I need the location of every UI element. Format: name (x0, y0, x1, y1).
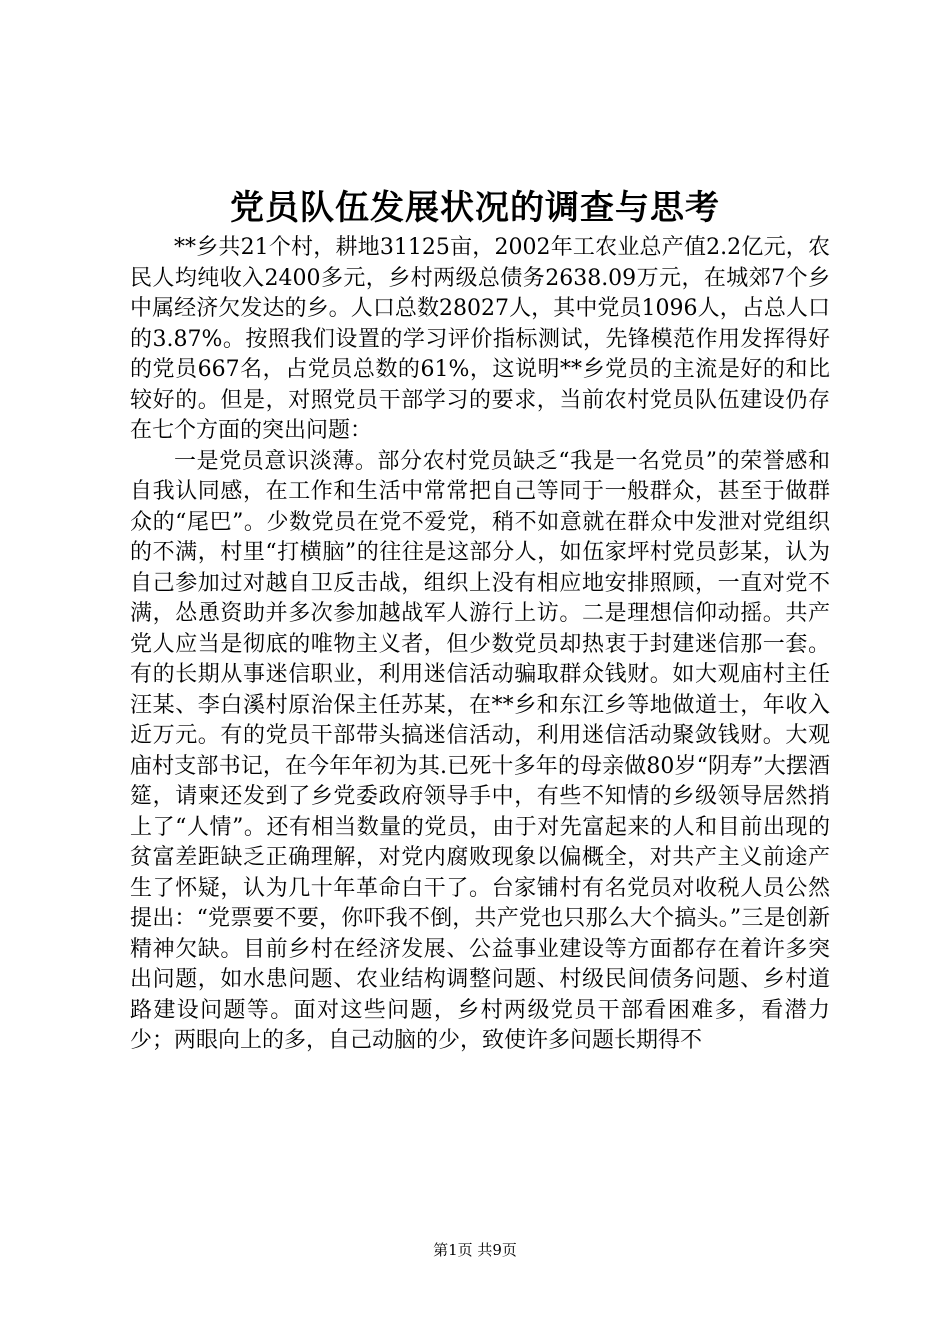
paragraph-intro: **乡共21个村，耕地31125亩，2002年工农业总产值2.2亿元，农民人均纯收入2400多元，乡村两级总债务2638.09万元，在城郊7个乡中属经济欠发达的乡。人口总数28027人，其中党员1096人，占总人口的3.87%。按照我们设置的学习评价指标测试，先锋模范作用发挥得好的党员667名，占党员总数的61%，这说明**乡党员的主流是好的和比较好的。但是，对照党员干部学习的要求，当前农村党员队伍建设仍存在七个方面的突出问题： (130, 235, 830, 443)
document-body (130, 233, 830, 1057)
paragraph-problems: 一是党员意识淡薄。部分农村党员缺乏“我是一名党员”的荣誉感和自我认同感，在工作和生活中常常把自己等同于一般群众，甚至于做群众的“尾巴”。少数党员在党不爱党，稍不如意就在群众中发泄对党组织的不满，村里“打横脑”的往往是这部分人，如伍家坪村党员彭某，认为自己参加过对越自卫反击战，组织上没有相应地安排照顾，一直对党不满，怂恿资助并多次参加越战军人游行上访。二是理想信仰动摇。共产党人应当是彻底的唯物主义者，但少数党员却热衷于封建迷信那一套。有的长期从事迷信职业，利用迷信活动骗取群众钱财。如大观庙村主任汪某、李白溪村原治保主任苏某，在**乡和东江乡等地做道士，年收入近万元。有的党员干部带头搞迷信活动，利用迷信活动聚敛钱财。大观庙村支部书记，在今年年初为其.已死十多年的母亲做80岁“阴寿”大摆酒筵，请柬还发到了乡党委政府领导手中，有些不知情的乡级领导居然捎上了“人情”。还有相当数量的党员，由于对先富起来的人和目前出现的贫富差距缺乏正确理解，对党内腐败现象以偏概全，对共产主义前途产生了怀疑，认为几十年革命白干了。台家铺村有名党员对收税人员公然提出：“党票要不要，你吓我不倒，共产党也只那么大个搞头。”三是创新精神欠缺。目前乡村在经济发展、公益事业建设等方面都存在着许多突出问题，如水患问题、农业结构调整问题、村级民间债务问题、乡村道路建设问题等。面对这些问题，乡村两级党员干部看困难多，看潜力少；两眼向上的多，自己动脑的少，致使许多问题长期得不 (130, 448, 830, 1053)
document-title: 党员队伍发展状况的调查与思考 (230, 188, 720, 228)
page-number-footer: 第1页 共9页 (433, 1241, 517, 1259)
